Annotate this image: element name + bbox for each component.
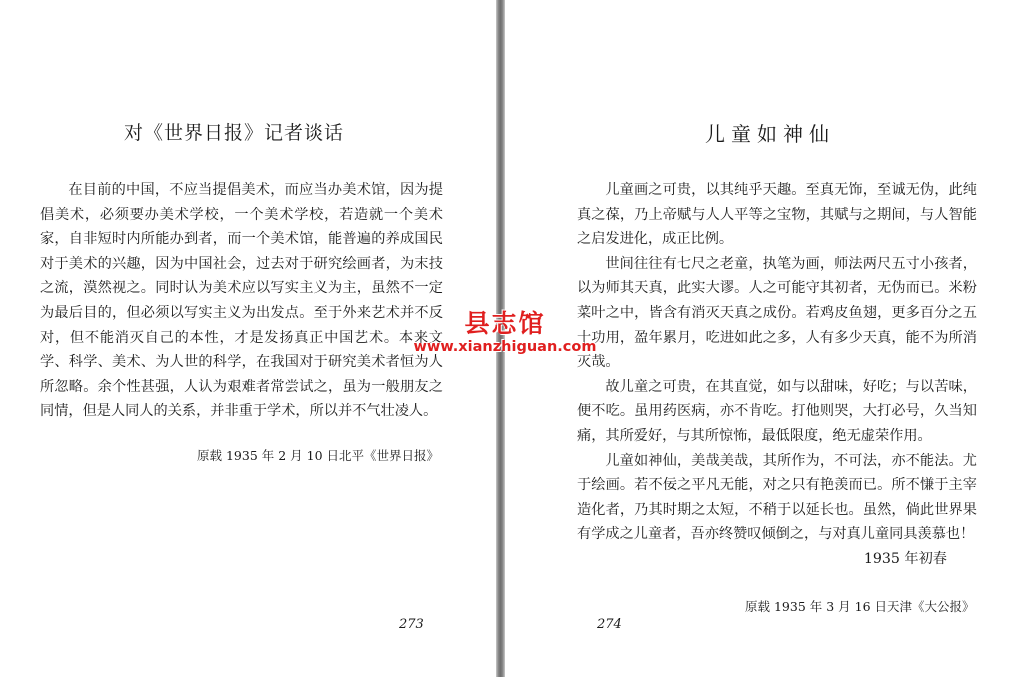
book-gutter [496,0,505,677]
left-paragraph: 在目前的中国，不应当提倡美术，而应当办美术馆，因为提倡美术，必须要办美术学校，一个美术学校，若造就一个美术家，自非短时内所能办到者，而一个美术馆，能普遍的养成国民对于美术的兴趣，因为中国社会，过去对于研究绘画者，为末技之流，漠然视之。同时认为美术应以写实主义为主，虽然不一定为最后目的，但必须以写实主义为出发点。至于外来艺术并不反对，但不能消灭自己的本性，才是发扬真正中国艺术。本来文学、科学、美术、为人世的科学，在我国对于研究美术者恒为人所忽略。余个性甚强，人认为艰难者常尝试之，虽为一般朋友之同情，但是人同人的关系，并非重于学术，所以并不气壮凌人。 [40,182,443,420]
left-page-body [40,178,443,424]
watermark-logo-text: 县志馆 [464,309,546,338]
right-page-title: 儿童如神仙 [705,122,835,146]
right-paragraph: 儿童如神仙，美哉美哉，其所作为，不可法，亦不能法。尤于绘画。若不佞之平凡无能，对之只有艳羡而已。所不慊于主宰造化者，乃其时期之太短，不稍于以延长也。虽然，倘此世界果有学成之儿童者，吾亦终赞叹倾倒之，与对真儿童同具羡慕也！ [577,452,977,543]
right-page-source: 原载 1935 年 3 月 16 日天津《大公报》 [745,599,975,614]
right-paragraph: 儿童画之可贵，以其纯乎天趣。至真无饰，至诚无伪，此纯真之葆，乃上帝赋与人人平等之宝物，其赋与之期间，与人智能之启发进化，成正比例。 [577,182,977,248]
right-page-date: 1935 年初春 [863,550,947,567]
right-page [505,0,1017,677]
right-page-body [577,178,977,572]
watermark-url: www.xianzhiguan.com [413,339,597,355]
right-paragraph: 世间往往有七尺之老童，执笔为画，师法两尺五寸小孩者，以为师其天真，此实大谬。人之可能守其初者，无伪而已。米粉菜叶之中，皆含有消灭天真之成份。若鸡皮鱼翅，更多百分之五十功用，盈年累月，吃进如此之多，人有多少天真，能不为所消灭哉。 [577,255,977,371]
left-page [0,0,496,677]
left-page-number: 273 [399,617,424,632]
left-page-source: 原载 1935 年 2 月 10 日北平《世界日报》 [197,448,440,463]
left-page-title: 对《世界日报》记者谈话 [124,122,345,144]
right-page-number: 274 [597,617,622,632]
right-paragraph: 故儿童之可贵，在其直觉，如与以甜味，好吃；与以苦味，便不吃。虽用药医病，亦不肯吃。打他则哭，大打必号，久当知痛，其所爱好，与其所惊怖，最低限度，绝无虚荣作用。 [577,378,977,444]
